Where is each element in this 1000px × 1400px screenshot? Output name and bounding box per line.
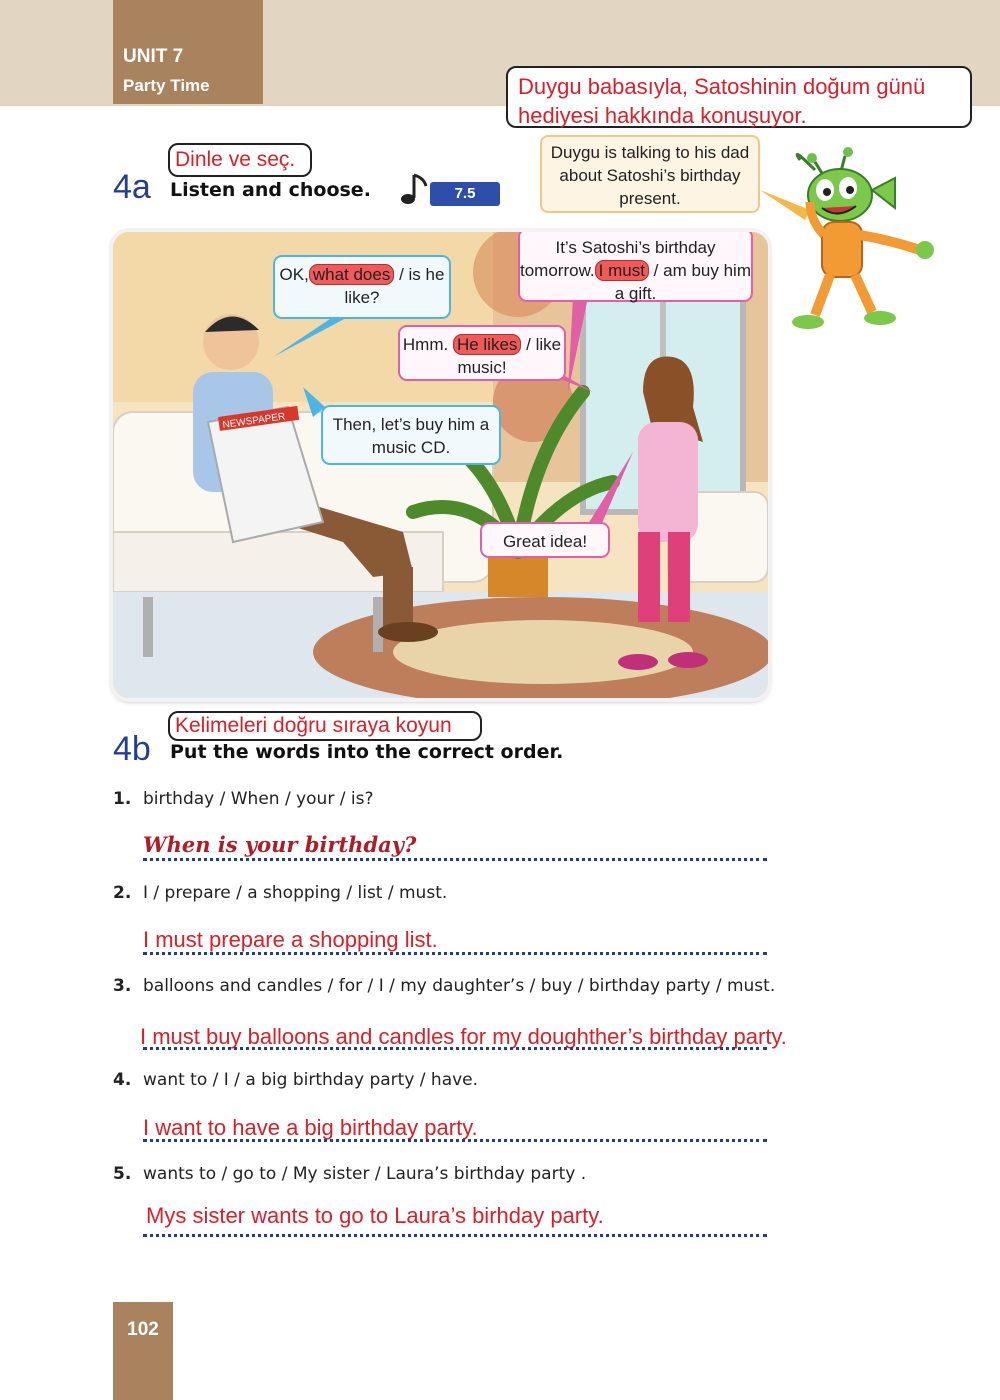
item-prompt: want to / I / a big birthday party / have.	[143, 1070, 479, 1090]
item-prompt: wants to / go to / My sister / Laura’s birthday party .	[143, 1164, 587, 1184]
bubble-text: / am buy him a gift.	[614, 261, 751, 303]
answer-line	[143, 1047, 767, 1050]
section-title-4b: Put the words into the correct order.	[170, 741, 564, 763]
turkish-note: Duygu babasıyla, Satoshinin doğum günü hediyesi hakkında konuşuyor.	[506, 66, 972, 128]
answer-5[interactable]: Mys sister wants to go to Laura’s birhday party.	[146, 1203, 604, 1228]
speech-bubble-dad-1	[273, 255, 451, 319]
section-number-4a: 4a	[113, 168, 151, 206]
exercise-item-2	[113, 883, 447, 903]
highlighted-choice[interactable]: what does	[309, 264, 395, 285]
dialogue-illustration	[113, 232, 768, 698]
english-note: Duygu is talking to his dad about Satoshi’s birthday present.	[540, 135, 760, 213]
newspaper-label: NEWSPAPER	[221, 411, 286, 431]
item-number: 5.	[113, 1164, 132, 1184]
item-number: 4.	[113, 1070, 132, 1090]
exercise-item-3	[113, 976, 775, 996]
item-number: 3.	[113, 976, 132, 996]
bubble-text: / like music!	[457, 335, 562, 377]
exercise-item-5	[113, 1164, 586, 1184]
bubble-text: Hmm.	[402, 335, 449, 354]
bubble-text: OK,	[279, 265, 309, 284]
bubble-text: / is he like?	[344, 265, 445, 307]
section-title-4a: Listen and choose.	[170, 179, 371, 201]
speech-bubble-girl-2	[398, 325, 566, 381]
speech-bubble-girl-3: Great idea!	[480, 522, 610, 558]
answer-2[interactable]: I must prepare a shopping list.	[143, 927, 438, 952]
page-number: 102	[113, 1302, 173, 1400]
exercise-item-1	[113, 789, 373, 809]
item-prompt: balloons and candles / for / I / my daughter’s / buy / birthday party / must.	[143, 976, 776, 996]
answer-line	[143, 952, 767, 955]
item-number: 1.	[113, 789, 132, 809]
alien-mascot-icon	[760, 140, 950, 340]
item-number: 2.	[113, 883, 132, 903]
highlighted-choice[interactable]: I must	[595, 260, 649, 281]
turkish-instruction-4a: Dinle ve seç.	[168, 143, 312, 177]
unit-tab	[113, 0, 263, 104]
turkish-instruction-4b: Kelimeleri doğru sıraya koyun	[168, 711, 482, 741]
exercise-item-4	[113, 1070, 478, 1090]
answer-line	[143, 1234, 767, 1237]
audio-track-badge[interactable]: 7.5	[430, 182, 500, 206]
unit-title: Party Time	[123, 76, 210, 95]
highlighted-choice[interactable]: He likes	[453, 334, 521, 355]
bubble-text: It’s Satoshi’s birthday tomorrow.	[520, 238, 716, 280]
answer-1[interactable]: When is your birthday?	[143, 832, 417, 857]
section-number-4b: 4b	[113, 730, 151, 768]
answer-line	[143, 858, 767, 861]
music-note-icon[interactable]	[400, 172, 428, 206]
answer-4[interactable]: I want to have a big birthday party.	[143, 1115, 478, 1140]
speech-bubble-girl-1	[518, 232, 753, 302]
speech-bubble-dad-2: Then, let’s buy him a music CD.	[321, 405, 501, 465]
answer-3[interactable]: I must buy balloons and candles for my doughther’s birthday party.	[140, 1024, 787, 1049]
answer-line	[143, 1139, 767, 1142]
unit-label: UNIT 7	[123, 46, 184, 67]
item-prompt: I / prepare / a shopping / list / must.	[143, 883, 448, 903]
item-prompt: birthday / When / your / is?	[143, 789, 374, 809]
